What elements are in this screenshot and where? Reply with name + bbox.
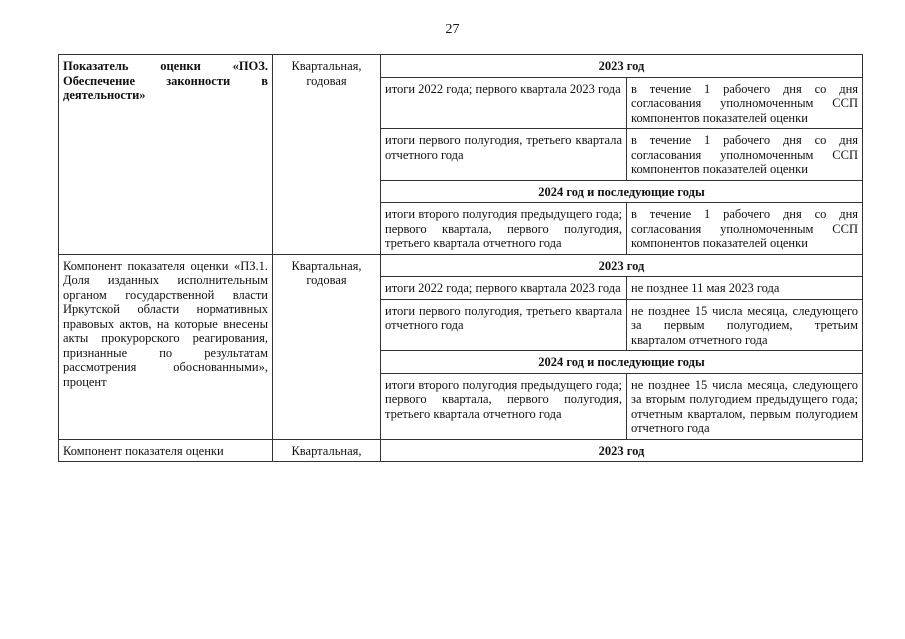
period-cell: Квартальная, (273, 439, 381, 462)
basis-cell: итоги первого полугодия, третьего квартала отчетного года (381, 299, 627, 351)
basis-cell: итоги второго полугодия предыдущего года; первого квартала, первого полугодия, третьего квартала отчетного года (381, 203, 627, 255)
year-heading: 2024 год и последующие годы (381, 351, 863, 374)
year-heading: 2023 год (381, 254, 863, 277)
indicator-cell: Компонент показателя оценки «ПЗ.1. Доля изданных исполнительным органом государственной власти Иркутской области нормативных правовых актов, на которые внесены акты прокурорского реагирования, признанные по результатам рассмотрения обоснованными», процент (59, 254, 273, 439)
deadline-cell: в течение 1 рабочего дня со дня согласования уполномоченным ССП компонентов показателей оценки (627, 203, 863, 255)
page-number: 27 (445, 22, 460, 37)
indicator-cell: Компонент показателя оценки (59, 439, 273, 462)
indicator-title: «ПОЗ. Обеспечение законности в деятельности» (63, 59, 268, 102)
year-heading: 2023 год (381, 439, 863, 462)
table-row (59, 254, 863, 277)
deadline-cell: не позднее 15 числа месяца, следующего за первым полугодием, третьим кварталом отчетного года (627, 299, 863, 351)
basis-cell: итоги первого полугодия, третьего квартала отчетного года (381, 129, 627, 181)
year-heading: 2024 год и последующие годы (381, 180, 863, 203)
deadline-cell: не позднее 15 числа месяца, следующего за вторым полугодием предыдущего года; отчетным кварталом, первым полугодием отчетного года (627, 373, 863, 439)
year-heading: 2023 год (381, 55, 863, 78)
period-cell: Квартальная, годовая (273, 55, 381, 255)
basis-cell: итоги второго полугодия предыдущего года; первого квартала, первого полугодия, третьего квартала отчетного года (381, 373, 627, 439)
deadline-cell: не позднее 11 мая 2023 года (627, 277, 863, 300)
table-row (59, 439, 863, 462)
basis-cell: итоги 2022 года; первого квартала 2023 года (381, 277, 627, 300)
assessment-table (58, 54, 863, 462)
indicator-lead: Показатель оценки (63, 59, 201, 73)
period-cell: Квартальная, годовая (273, 254, 381, 439)
indicator-cell (59, 55, 273, 255)
deadline-cell: в течение 1 рабочего дня со дня согласования уполномоченным ССП компонентов показателей оценки (627, 77, 863, 129)
table-row (59, 55, 863, 78)
basis-cell: итоги 2022 года; первого квартала 2023 года (381, 77, 627, 129)
deadline-cell: в течение 1 рабочего дня со дня согласования уполномоченным ССП компонентов показателей оценки (627, 129, 863, 181)
